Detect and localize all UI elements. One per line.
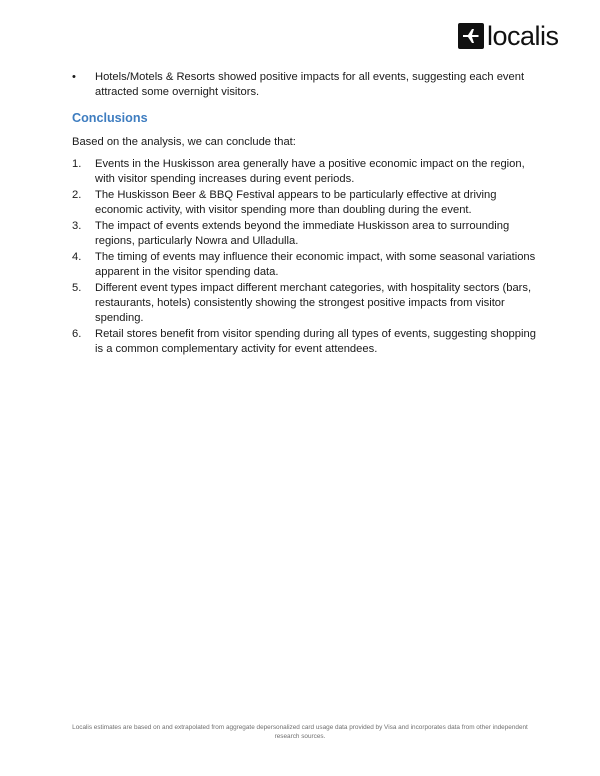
list-text: The timing of events may influence their economic impact, with some seasonal variations apparent in the visitor spending data. [95,251,536,278]
bullet-marker: • [72,71,76,83]
list-text: The Huskisson Beer & BBQ Festival appears to be particularly effective at driving economic activity, with visitor spending more than doubling during the event. [95,189,497,216]
conclusions-list [72,157,542,357]
list-text: Events in the Huskisson area generally have a positive economic impact on the region, with visitor spending increases during event periods. [95,158,525,185]
bullet-item [72,70,542,100]
list-item [72,281,542,326]
list-number: 3. [72,220,82,232]
list-number: 4. [72,251,82,263]
list-text: The impact of events extends beyond the immediate Huskisson area to surrounding regions, particularly Nowra and Ulladulla. [95,220,510,247]
localis-logo [458,22,559,50]
list-number: 1. [72,158,82,170]
section-heading: Conclusions [72,111,148,125]
list-number: 5. [72,282,82,294]
list-text: Retail stores benefit from visitor spending during all types of events, suggesting shopping is a common complementary activity for event attendees. [95,328,536,355]
plane-icon [458,23,484,49]
intro-text: Based on the analysis, we can conclude that: [72,136,296,148]
list-item [72,157,542,187]
list-number: 2. [72,189,82,201]
list-number: 6. [72,328,82,340]
list-text: Different event types impact different merchant categories, with hospitality sectors (bars, restaurants, hotels) consistently showing the strongest positive impacts from visitor spending. [95,282,532,324]
list-item [72,219,542,249]
list-item [72,188,542,218]
page-body [72,70,542,358]
logo-text: localis [487,21,559,51]
list-item [72,250,542,280]
footer-note: Localis estimates are based on and extrapolated from aggregate depersonalized card usage data provided by Visa and incorporates data from other independent research sources. [72,724,528,740]
list-item [72,327,542,357]
bullet-text: Hotels/Motels & Resorts showed positive impacts for all events, suggesting each event attracted some overnight visitors. [95,71,525,98]
